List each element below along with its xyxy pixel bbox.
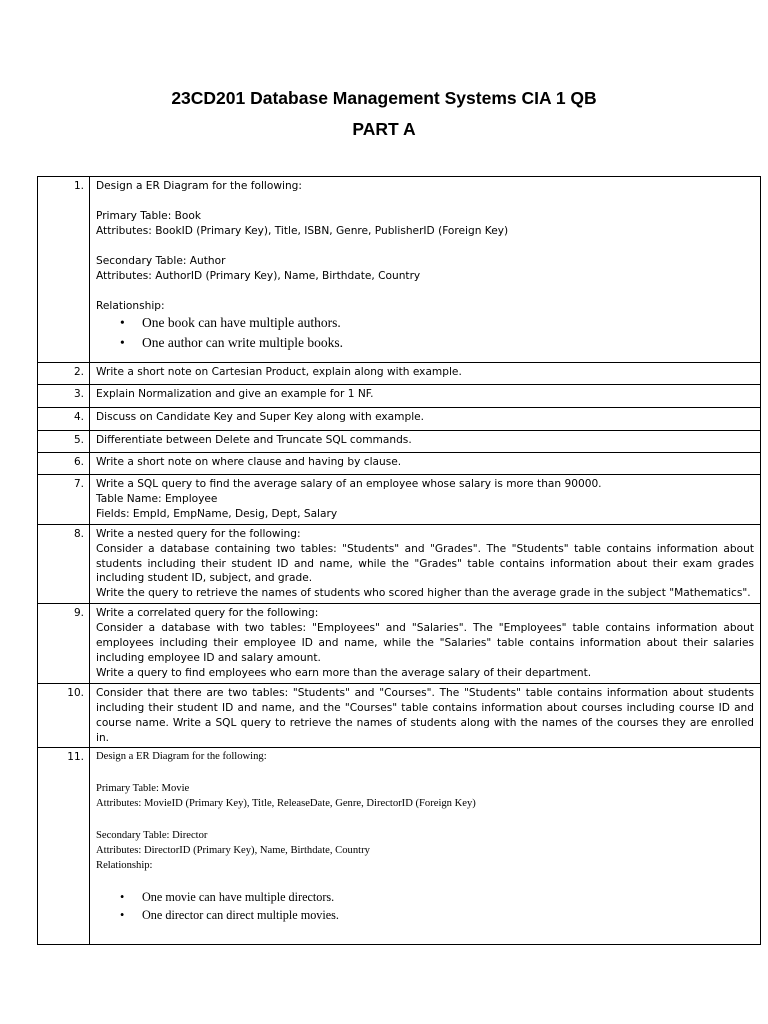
table-row (38, 385, 761, 408)
question-line: Write the query to retrieve the names of students who scored higher than the average grade in the subject "Mathematics". (96, 587, 751, 600)
question-line: Primary Table: Book (96, 209, 202, 222)
question-line: Secondary Table: Director (96, 830, 208, 842)
question-text: Write a short note on where clause and having by clause. (90, 453, 761, 475)
list-item: • One author can write multiple books. (96, 333, 754, 353)
question-line: Attributes: AuthorID (Primary Key), Name, Birthdate, Country (96, 269, 421, 282)
question-number: 2. (38, 363, 90, 385)
question-number: 5. (38, 431, 90, 453)
list-item: • One movie can have multiple directors. (96, 888, 754, 906)
question-number: 3. (38, 385, 90, 408)
question-line: Attributes: DirectorID (Primary Key), Name, Birthdate, Country (96, 845, 370, 857)
question-number: 8. (38, 524, 90, 604)
question-text: Differentiate between Delete and Truncate SQL commands. (90, 431, 761, 453)
question-line: Write a query to find employees who earn more than the average salary of their department. (96, 666, 592, 679)
table-row (38, 683, 761, 748)
question-line: Fields: EmpId, EmpName, Desig, Dept, Salary (96, 507, 338, 520)
table-row (38, 363, 761, 385)
question-line: Table Name: Employee (96, 492, 218, 505)
question-text (90, 524, 761, 604)
question-line: Write a nested query for the following: (96, 527, 301, 540)
question-line: Design a ER Diagram for the following: (96, 751, 267, 763)
question-number: 9. (38, 604, 90, 684)
question-line: Write a correlated query for the following: (96, 607, 319, 620)
question-number: 10. (38, 683, 90, 748)
question-line: Attributes: MovieID (Primary Key), Title, ReleaseDate, Genre, DirectorID (Foreign Key) (96, 798, 476, 810)
bullet-list (96, 313, 754, 352)
question-line: Design a ER Diagram for the following: (96, 180, 302, 192)
question-text (90, 748, 761, 945)
question-number: 11. (38, 748, 90, 945)
question-line: Relationship: (96, 299, 165, 312)
question-table (37, 176, 761, 945)
table-row (38, 524, 761, 604)
question-line: Write a SQL query to find the average salary of an employee whose salary is more than 90000. (96, 478, 602, 490)
question-text: Explain Normalization and give an example for 1 NF. (90, 385, 761, 408)
question-number: 7. (38, 475, 90, 525)
section-heading: PART A (352, 119, 416, 139)
table-row (38, 431, 761, 453)
question-text (90, 475, 761, 525)
question-line: Relationship: (96, 859, 153, 871)
question-number: 4. (38, 408, 90, 431)
question-line: Attributes: BookID (Primary Key), Title, ISBN, Genre, PublisherID (Foreign Key) (96, 224, 509, 237)
question-line: Secondary Table: Author (96, 254, 226, 267)
list-item: • One director can direct multiple movies. (96, 906, 754, 924)
question-line: Consider a database containing two tables: "Students" and "Grades". The "Students" table contains information about students including their student ID and name, while the "Grades" table contains information about their exam grades including student ID, subject, and grade. (96, 542, 754, 585)
table-row (38, 408, 761, 431)
table-row (38, 177, 761, 363)
table-row (38, 453, 761, 475)
question-number: 1. (38, 177, 90, 363)
document-title: 23CD201 Database Management Systems CIA 1 QB (171, 88, 597, 108)
table-row (38, 475, 761, 525)
list-item: • One book can have multiple authors. (96, 313, 754, 333)
table-row (38, 604, 761, 684)
question-text: Write a short note on Cartesian Product, explain along with example. (90, 363, 761, 385)
question-text: Consider that there are two tables: "Students" and "Courses". The "Students" table contains information about students including their student ID and name, and the "Courses" table contains information about courses including course ID and course name. Write a SQL query to retrieve the names of students along with the names of the courses they are enrolled in. (90, 683, 761, 748)
question-text (90, 604, 761, 684)
table-row (38, 748, 761, 945)
question-line: Consider a database with two tables: "Employees" and "Salaries". The "Employees" table contains information about employees including their employee ID and name, while the "Salaries" table contains information about their salaries including employee ID and salary amount. (96, 622, 754, 664)
question-number: 6. (38, 453, 90, 475)
question-text: Discuss on Candidate Key and Super Key along with example. (90, 408, 761, 431)
bullet-list (96, 888, 754, 924)
question-line: Primary Table: Movie (96, 783, 190, 795)
question-text (90, 177, 761, 363)
